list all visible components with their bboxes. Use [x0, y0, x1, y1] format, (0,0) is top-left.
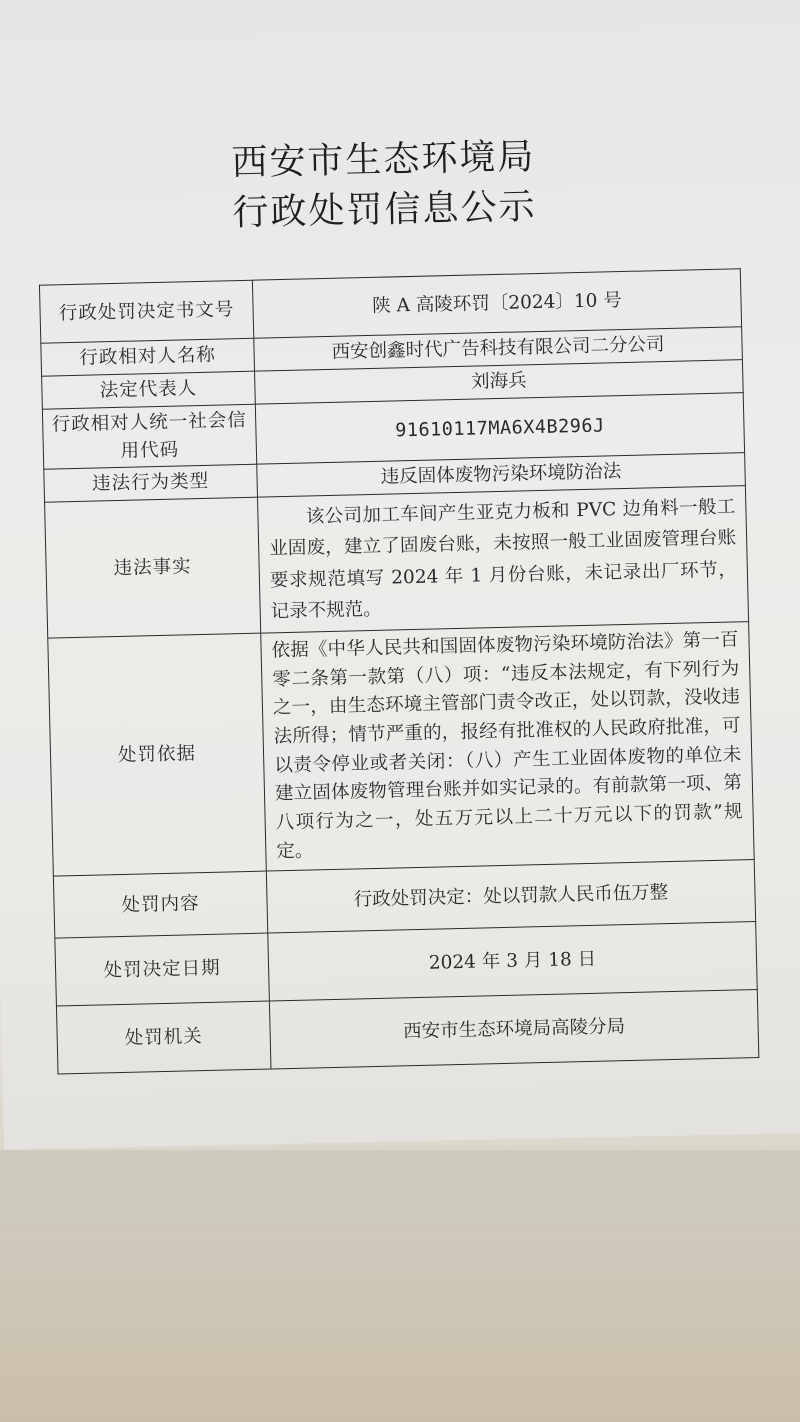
- row-label-authority: 处罚机关: [56, 1001, 271, 1074]
- row-label-decision-date: 处罚决定日期: [55, 933, 270, 1006]
- table-row: [45, 486, 749, 638]
- row-label-decision-number: 行政处罚决定书文号: [39, 280, 253, 343]
- row-value-authority: 西安市生态环境局高陵分局: [269, 990, 758, 1069]
- row-label-violation-type: 违法行为类型: [44, 464, 258, 502]
- document-title-line2: 行政处罚信息公示: [232, 186, 537, 234]
- document-title-line1: 西安市生态环境局: [231, 136, 536, 184]
- row-label-party-name: 行政相对人名称: [41, 338, 255, 376]
- row-value-violation-facts: [258, 486, 749, 633]
- violation-facts-text: 该公司加工车间产生亚克力板和 PVC 边角料一般工业固废，建立了固废台账，未按照一般工业固废管理台账要求规范填写 2024 年 1 月份台账，未记录出厂环节，记录不规范。: [268, 496, 738, 622]
- row-value-party-name: 西安创鑫时代广告科技有限公司二分公司: [254, 327, 743, 371]
- row-label-violation-facts: 违法事实: [45, 497, 261, 638]
- row-value-decision-date: 2024 年 3 月 18 日: [268, 922, 757, 1001]
- row-label-penalty-content: 处罚内容: [53, 871, 267, 938]
- paper-shadow: [0, 1150, 800, 1422]
- row-value-violation-type: 违反固体废物污染环境防治法: [257, 453, 746, 497]
- row-value-penalty-basis: 依据《中华人民共和国固体废物污染环境防治法》第一百零二条第一款第（八）项：“违反本法规定，有下列行为之一，由生态环境主管部门责令改正，处以罚款，没收违法所得；情节严重的，报经有批准权的人民政府批准，可以责令停业或者关闭：（八）产生工业固体废物的单位未建立固体废物管理台账并如实记录的。有前款第一项、第八项行为之一，处五万元以上二十万元以下的罚款”规定。: [261, 622, 754, 872]
- row-value-penalty-content: 行政处罚决定：处以罚款人民币伍万整: [266, 860, 755, 933]
- row-value-legal-rep: 刘海兵: [255, 360, 744, 404]
- row-value-decision-number: 陕 A 高陵环罚〔2024〕10 号: [252, 269, 741, 338]
- penalty-info-table: [39, 268, 759, 1075]
- row-label-penalty-basis: 处罚依据: [48, 633, 267, 876]
- row-value-credit-code: 91610117MA6X4B296J: [255, 392, 744, 464]
- table-row: [48, 622, 754, 877]
- row-label-credit-code: 行政相对人统一社会信用代码: [42, 404, 256, 470]
- row-label-legal-rep: 法定代表人: [42, 371, 256, 409]
